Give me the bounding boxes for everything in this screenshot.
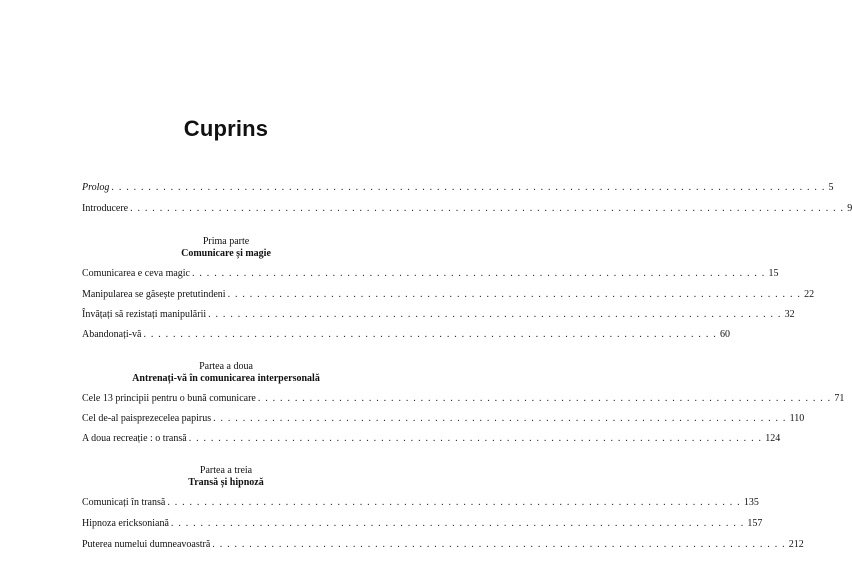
toc-entry-page: 157 (747, 518, 763, 529)
leader-dots: . . . . . . . . . . . . . . . . . . . . . . . . . . . . . . . . . . . . . . . . . . . . . . . . . . . . . . . . . . . . . . . . . . . . . . . . . . . . . . (167, 497, 741, 508)
toc-entry-prolog[interactable] (82, 182, 834, 194)
part-title: Antrenați-vă în comunicarea interpersonală (132, 373, 320, 384)
leader-dots: . . . . . . . . . . . . . . . . . . . . . . . . . . . . . . . . . . . . . . . . . . . . . . . . . . . . . . . . . . . . . . . . . . . . . . . . . . . . . . (143, 329, 717, 340)
part-label: Partea a treia (199, 465, 253, 476)
toc-entry-page: 110 (789, 413, 805, 424)
part-title: Comunicare și magie (181, 248, 271, 259)
toc-entry-page: 22 (804, 289, 815, 300)
toc-entry-page: 15 (768, 268, 779, 279)
part-title: Transă și hipnoză (188, 477, 264, 488)
toc-entry-page: 5 (828, 182, 834, 193)
toc-entry-label: Comunicați în transă (82, 497, 166, 508)
toc-entry-page: 124 (765, 433, 781, 444)
toc-entry-label: Comunicarea e ceva magic (82, 268, 190, 279)
toc-entry[interactable] (82, 289, 815, 301)
toc-entry[interactable] (82, 413, 805, 425)
leader-dots: . . . . . . . . . . . . . . . . . . . . . . . . . . . . . . . . . . . . . . . . . . . . . . . . . . . . . . . . . . . . . . . . . . . . . . . . . . . . . . . . . . . . . . . . . . . . . . . . . (130, 203, 845, 214)
toc-entry[interactable] (82, 393, 845, 405)
toc-entry-label: Prolog (82, 182, 110, 193)
leader-dots: . . . . . . . . . . . . . . . . . . . . . . . . . . . . . . . . . . . . . . . . . . . . . . . . . . . . . . . . . . . . . . . . . . . . . . . . . . . . . . (208, 309, 782, 320)
leader-dots: . . . . . . . . . . . . . . . . . . . . . . . . . . . . . . . . . . . . . . . . . . . . . . . . . . . . . . . . . . . . . . . . . . . . . . . . . . . . . . (170, 518, 745, 529)
toc-entry-page: 135 (743, 497, 759, 508)
toc-entry[interactable] (82, 539, 804, 551)
leader-dots: . . . . . . . . . . . . . . . . . . . . . . . . . . . . . . . . . . . . . . . . . . . . . . . . . . . . . . . . . . . . . . . . . . . . . . . . . . . . . . (212, 539, 786, 550)
leader-dots: . . . . . . . . . . . . . . . . . . . . . . . . . . . . . . . . . . . . . . . . . . . . . . . . . . . . . . . . . . . . . . . . . . . . . . . . . . . . . . (227, 289, 802, 300)
toc-entry-page: 60 (719, 329, 730, 340)
page-title: Cuprins (183, 116, 269, 141)
toc-entry[interactable] (82, 433, 781, 445)
toc-entry[interactable] (82, 329, 730, 341)
toc-entry-page: 9 (847, 203, 852, 214)
part-label: Partea a doua (199, 361, 253, 372)
toc-entry-label: Puterea numelui dumneavoastră (82, 539, 211, 550)
toc-entry-page: 32 (784, 309, 795, 320)
toc-entry[interactable] (82, 268, 779, 280)
toc-entry[interactable] (82, 309, 795, 321)
part-label: Prima parte (202, 236, 250, 247)
toc-entry-label: Introducere (82, 203, 129, 214)
toc-entry-label: Manipularea se găsește pretutindeni (82, 289, 226, 300)
toc-entry-introducere[interactable] (82, 203, 852, 215)
toc-entry-label: Hipnoza ericksoniană (82, 518, 169, 529)
leader-dots: . . . . . . . . . . . . . . . . . . . . . . . . . . . . . . . . . . . . . . . . . . . . . . . . . . . . . . . . . . . . . . . . . . . . . . . . . . . . . . (188, 433, 763, 444)
toc-entry-label: Abandonați-vă (82, 329, 142, 340)
leader-dots: . . . . . . . . . . . . . . . . . . . . . . . . . . . . . . . . . . . . . . . . . . . . . . . . . . . . . . . . . . . . . . . . . . . . . . . . . . . . . . (257, 393, 832, 404)
toc-entry-label: Învățați să rezistați manipulării (82, 309, 207, 320)
toc-entry-page: 212 (788, 539, 804, 550)
leader-dots: . . . . . . . . . . . . . . . . . . . . . . . . . . . . . . . . . . . . . . . . . . . . . . . . . . . . . . . . . . . . . . . . . . . . . . . . . . . . . . (192, 268, 766, 279)
leader-dots: . . . . . . . . . . . . . . . . . . . . . . . . . . . . . . . . . . . . . . . . . . . . . . . . . . . . . . . . . . . . . . . . . . . . . . . . . . . . . . . . . . . . . . . . . . . . . . . . . (111, 182, 826, 193)
toc-entry-label: Cel de-al paisprezecelea papirus (82, 413, 212, 424)
leader-dots: . . . . . . . . . . . . . . . . . . . . . . . . . . . . . . . . . . . . . . . . . . . . . . . . . . . . . . . . . . . . . . . . . . . . . . . . . . . . . . (213, 413, 787, 424)
toc-entry-label: Cele 13 principii pentru o bună comunicare (82, 393, 256, 404)
toc-entry[interactable] (82, 497, 759, 509)
toc-entry-page: 71 (834, 393, 845, 404)
toc-entry-label: A doua recreație : o transă (82, 433, 187, 444)
toc-entry[interactable] (82, 518, 763, 530)
